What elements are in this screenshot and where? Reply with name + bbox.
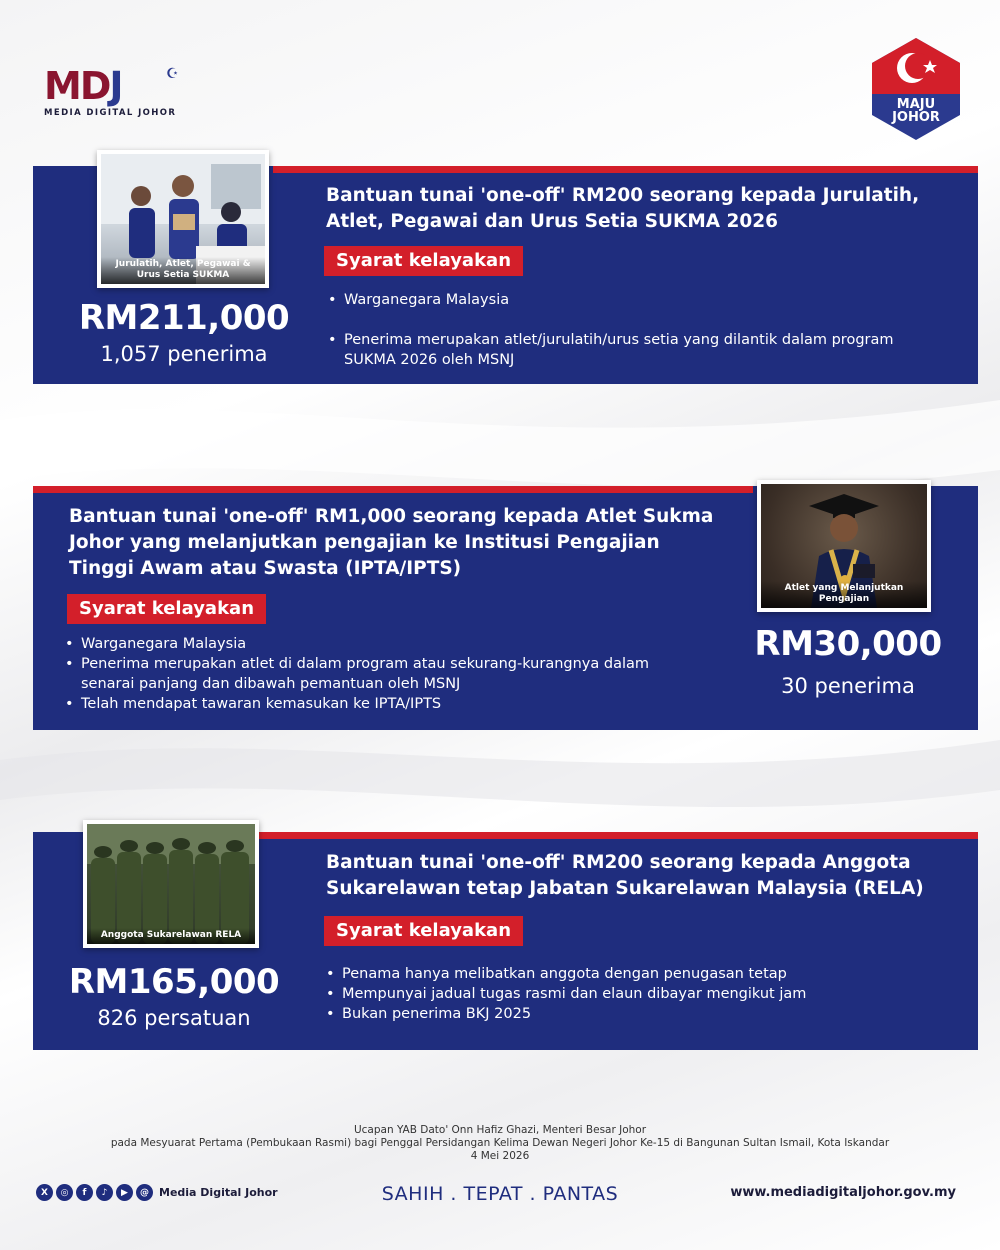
speech-line: Ucapan YAB Dato' Onn Hafiz Ghazi, Menteri Besar Johor — [353, 1124, 647, 1136]
mdj-logo-letters: MDJ — [44, 64, 122, 108]
photo-rela-illustration — [87, 824, 255, 944]
speech-line: pada Mesyuarat Pertama (Pembukaan Rasmi) bagi Penggal Persidangan Kelima Dewan Negeri Johor Ke-15 di Bangunan Sultan Ismail, Kota Iskandar — [110, 1137, 890, 1149]
mdj-logo — [44, 66, 184, 122]
panel-title: Bantuan tunai 'one-off' RM200 seorang kepada Jurulatih, Atlet, Pegawai dan Urus Setia SUKMA 2026 — [326, 185, 920, 232]
mdj-logo-subtitle: MEDIA DIGITAL JOHOR — [44, 108, 177, 118]
eligibility-badge: Syarat kelayakan — [324, 246, 523, 276]
eligibility-item: • Telah mendapat tawaran kemasukan ke IPTA/IPTS — [63, 694, 703, 714]
eligibility-item: • Penerima merupakan atlet di dalam program atau sekurang-kurangnya dalam senarai panjang dan dibawah pemantuan oleh MSNJ — [63, 654, 703, 694]
facebook-icon[interactable]: f — [76, 1184, 93, 1201]
panel-title: Bantuan tunai 'one-off' RM1,000 seorang kepada Atlet Sukma Johor yang melanjutkan pengajian ke Institusi Pengajian Tinggi Awam atau Swasta (IPTA/IPTS) — [69, 506, 714, 579]
photo-caption: Anggota Sukarelawan RELA — [87, 928, 255, 944]
photo-graduate — [757, 480, 931, 612]
eligibility-item: • Mempunyai jadual tugas rasmi dan elaun dibayar mengikut jam — [324, 984, 944, 1004]
amount-total: RM165,000 — [68, 962, 280, 1002]
tiktok-icon[interactable]: ♪ — [96, 1184, 113, 1201]
recipients-count: 826 persatuan — [97, 1006, 251, 1030]
eligibility-list — [63, 634, 703, 714]
red-accent-line — [33, 486, 753, 493]
panel-sukma-2026 — [33, 166, 978, 384]
website-link[interactable]: www.mediadigitaljohor.gov.my — [730, 1185, 956, 1200]
eligibility-item: • Penama hanya melibatkan anggota dengan penugasan tetap — [324, 964, 944, 984]
eligibility-badge: Syarat kelayakan — [67, 594, 266, 624]
eligibility-item: • Warganegara Malaysia — [63, 634, 703, 654]
x-icon[interactable]: X — [36, 1184, 53, 1201]
eligibility-badge: Syarat kelayakan — [324, 916, 523, 946]
maju-johor-logo — [870, 36, 962, 142]
red-accent-line — [273, 166, 978, 173]
amount-total: RM211,000 — [78, 298, 290, 338]
instagram-icon[interactable]: ◎ — [56, 1184, 73, 1201]
brand-name: Media Digital Johor — [159, 1186, 278, 1199]
photo-caption: Jurulatih, Atlet, Pegawai & Urus Setia SUKMA — [101, 257, 265, 284]
eligibility-item: • Penerima merupakan atlet/jurulatih/urus setia yang dilantik dalam program SUKMA 2026 oleh MSNJ — [326, 330, 946, 370]
panel-rela — [33, 832, 978, 1050]
red-accent-line — [259, 832, 978, 839]
crescent-star-icon: ☪ — [166, 66, 179, 82]
slogan: SAHIH . TEPAT . PANTAS — [381, 1183, 619, 1205]
youtube-icon[interactable]: ▶ — [116, 1184, 133, 1201]
photo-sukma-team — [97, 150, 269, 288]
eligibility-item: • Warganegara Malaysia — [326, 290, 946, 310]
panel-ipta-ipts — [33, 486, 978, 730]
speech-date: 4 Mei 2026 — [470, 1150, 530, 1162]
panel-title: Bantuan tunai 'one-off' RM200 seorang kepada Anggota Sukarelawan tetap Jabatan Sukarelawan Malaysia (RELA) — [326, 852, 924, 899]
recipients-count: 30 penerima — [781, 674, 915, 698]
maju-johor-hexagon — [870, 36, 962, 142]
eligibility-list — [324, 964, 944, 1024]
maju-johor-text: MAJU JOHOR — [892, 97, 940, 125]
recipients-count: 1,057 penerima — [100, 342, 268, 366]
photo-rela-members — [83, 820, 259, 948]
eligibility-item: • Bukan penerima BKJ 2025 — [324, 1004, 944, 1024]
threads-icon[interactable]: @ — [136, 1184, 153, 1201]
amount-total: RM30,000 — [754, 624, 942, 664]
eligibility-list — [326, 290, 946, 370]
photo-caption: Atlet yang Melanjutkan Pengajian — [761, 581, 927, 608]
speech-credit — [0, 1124, 1000, 1163]
